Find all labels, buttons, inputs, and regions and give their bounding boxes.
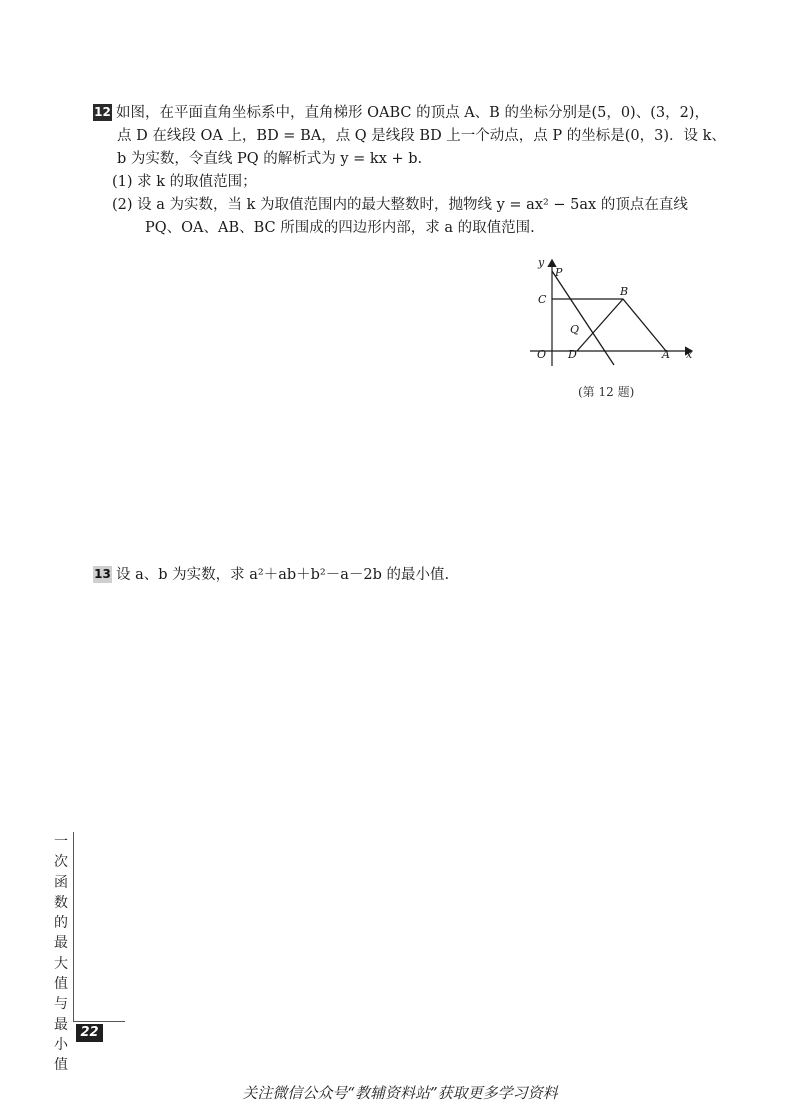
page-number: 22 [76, 1024, 103, 1042]
label-a: A [662, 348, 670, 361]
problem-13 [93, 564, 733, 587]
side-char: 的 [54, 915, 68, 932]
problem-number-badge: 12 [94, 105, 111, 119]
side-char: 最 [54, 1016, 68, 1033]
footer-note: 关注微信公众号“教辅资料站”获取更多学习资料 [242, 1084, 558, 1102]
problem-12 [93, 102, 733, 240]
label-c: C [538, 293, 547, 306]
label-x: x [686, 348, 693, 361]
side-char: 与 [54, 996, 68, 1013]
problem-number-badge: 13 [94, 567, 111, 581]
side-char: 值 [54, 976, 68, 993]
coordinate-figure [522, 254, 702, 374]
side-char: 小 [54, 1036, 68, 1053]
label-y: y [538, 256, 545, 269]
problem-13-text: 设 a、b 为实数，求 a²＋ab＋b²－a－2b 的最小值. [116, 567, 450, 583]
problem-13-line [93, 564, 733, 587]
side-char: 数 [54, 894, 68, 911]
problem-12-line-1 [93, 102, 733, 125]
problem-12-part-2-cont: PQ、OA、AB、BC 所围成的四边形内部，求 a 的取值范围. [145, 220, 535, 236]
side-char: 大 [54, 955, 68, 972]
label-q: Q [570, 323, 580, 336]
problem-12-part-2: (2) 设 a 为实数，当 k 为取值范围内的最大整数时，抛物线 y = ax² − 5ax 的顶点在直线 [112, 197, 688, 213]
side-char: 次 [54, 854, 68, 871]
label-d: D [568, 348, 577, 361]
figure-caption: (第 12 题) [578, 385, 635, 399]
problem-12-line-2: 点 D 在线段 OA 上，BD = BA，点 Q 是线段 BD 上一个动点，点 P 的坐标是(0，3)．设 k、 [117, 128, 726, 144]
side-char: 值 [54, 1057, 68, 1074]
side-divider-horizontal [73, 1021, 125, 1022]
side-char: 函 [54, 874, 68, 891]
problem-12-line-3: b 为实数，令直线 PQ 的解析式为 y = kx + b. [117, 151, 423, 167]
problem-12-part-1: (1) 求 k 的取值范围； [112, 174, 257, 190]
side-char: 一 [54, 834, 68, 850]
label-b: B [620, 285, 629, 298]
chapter-side-title [52, 832, 70, 1076]
side-divider-vertical [73, 832, 74, 1022]
problem-12-text-1: 如图，在平面直角坐标系中，直角梯形 OABC 的顶点 A、B 的坐标分别是(5，0)、(3，2)， [116, 105, 709, 121]
label-o: O [537, 348, 547, 361]
side-char: 最 [54, 935, 68, 952]
label-p: P [555, 266, 563, 279]
